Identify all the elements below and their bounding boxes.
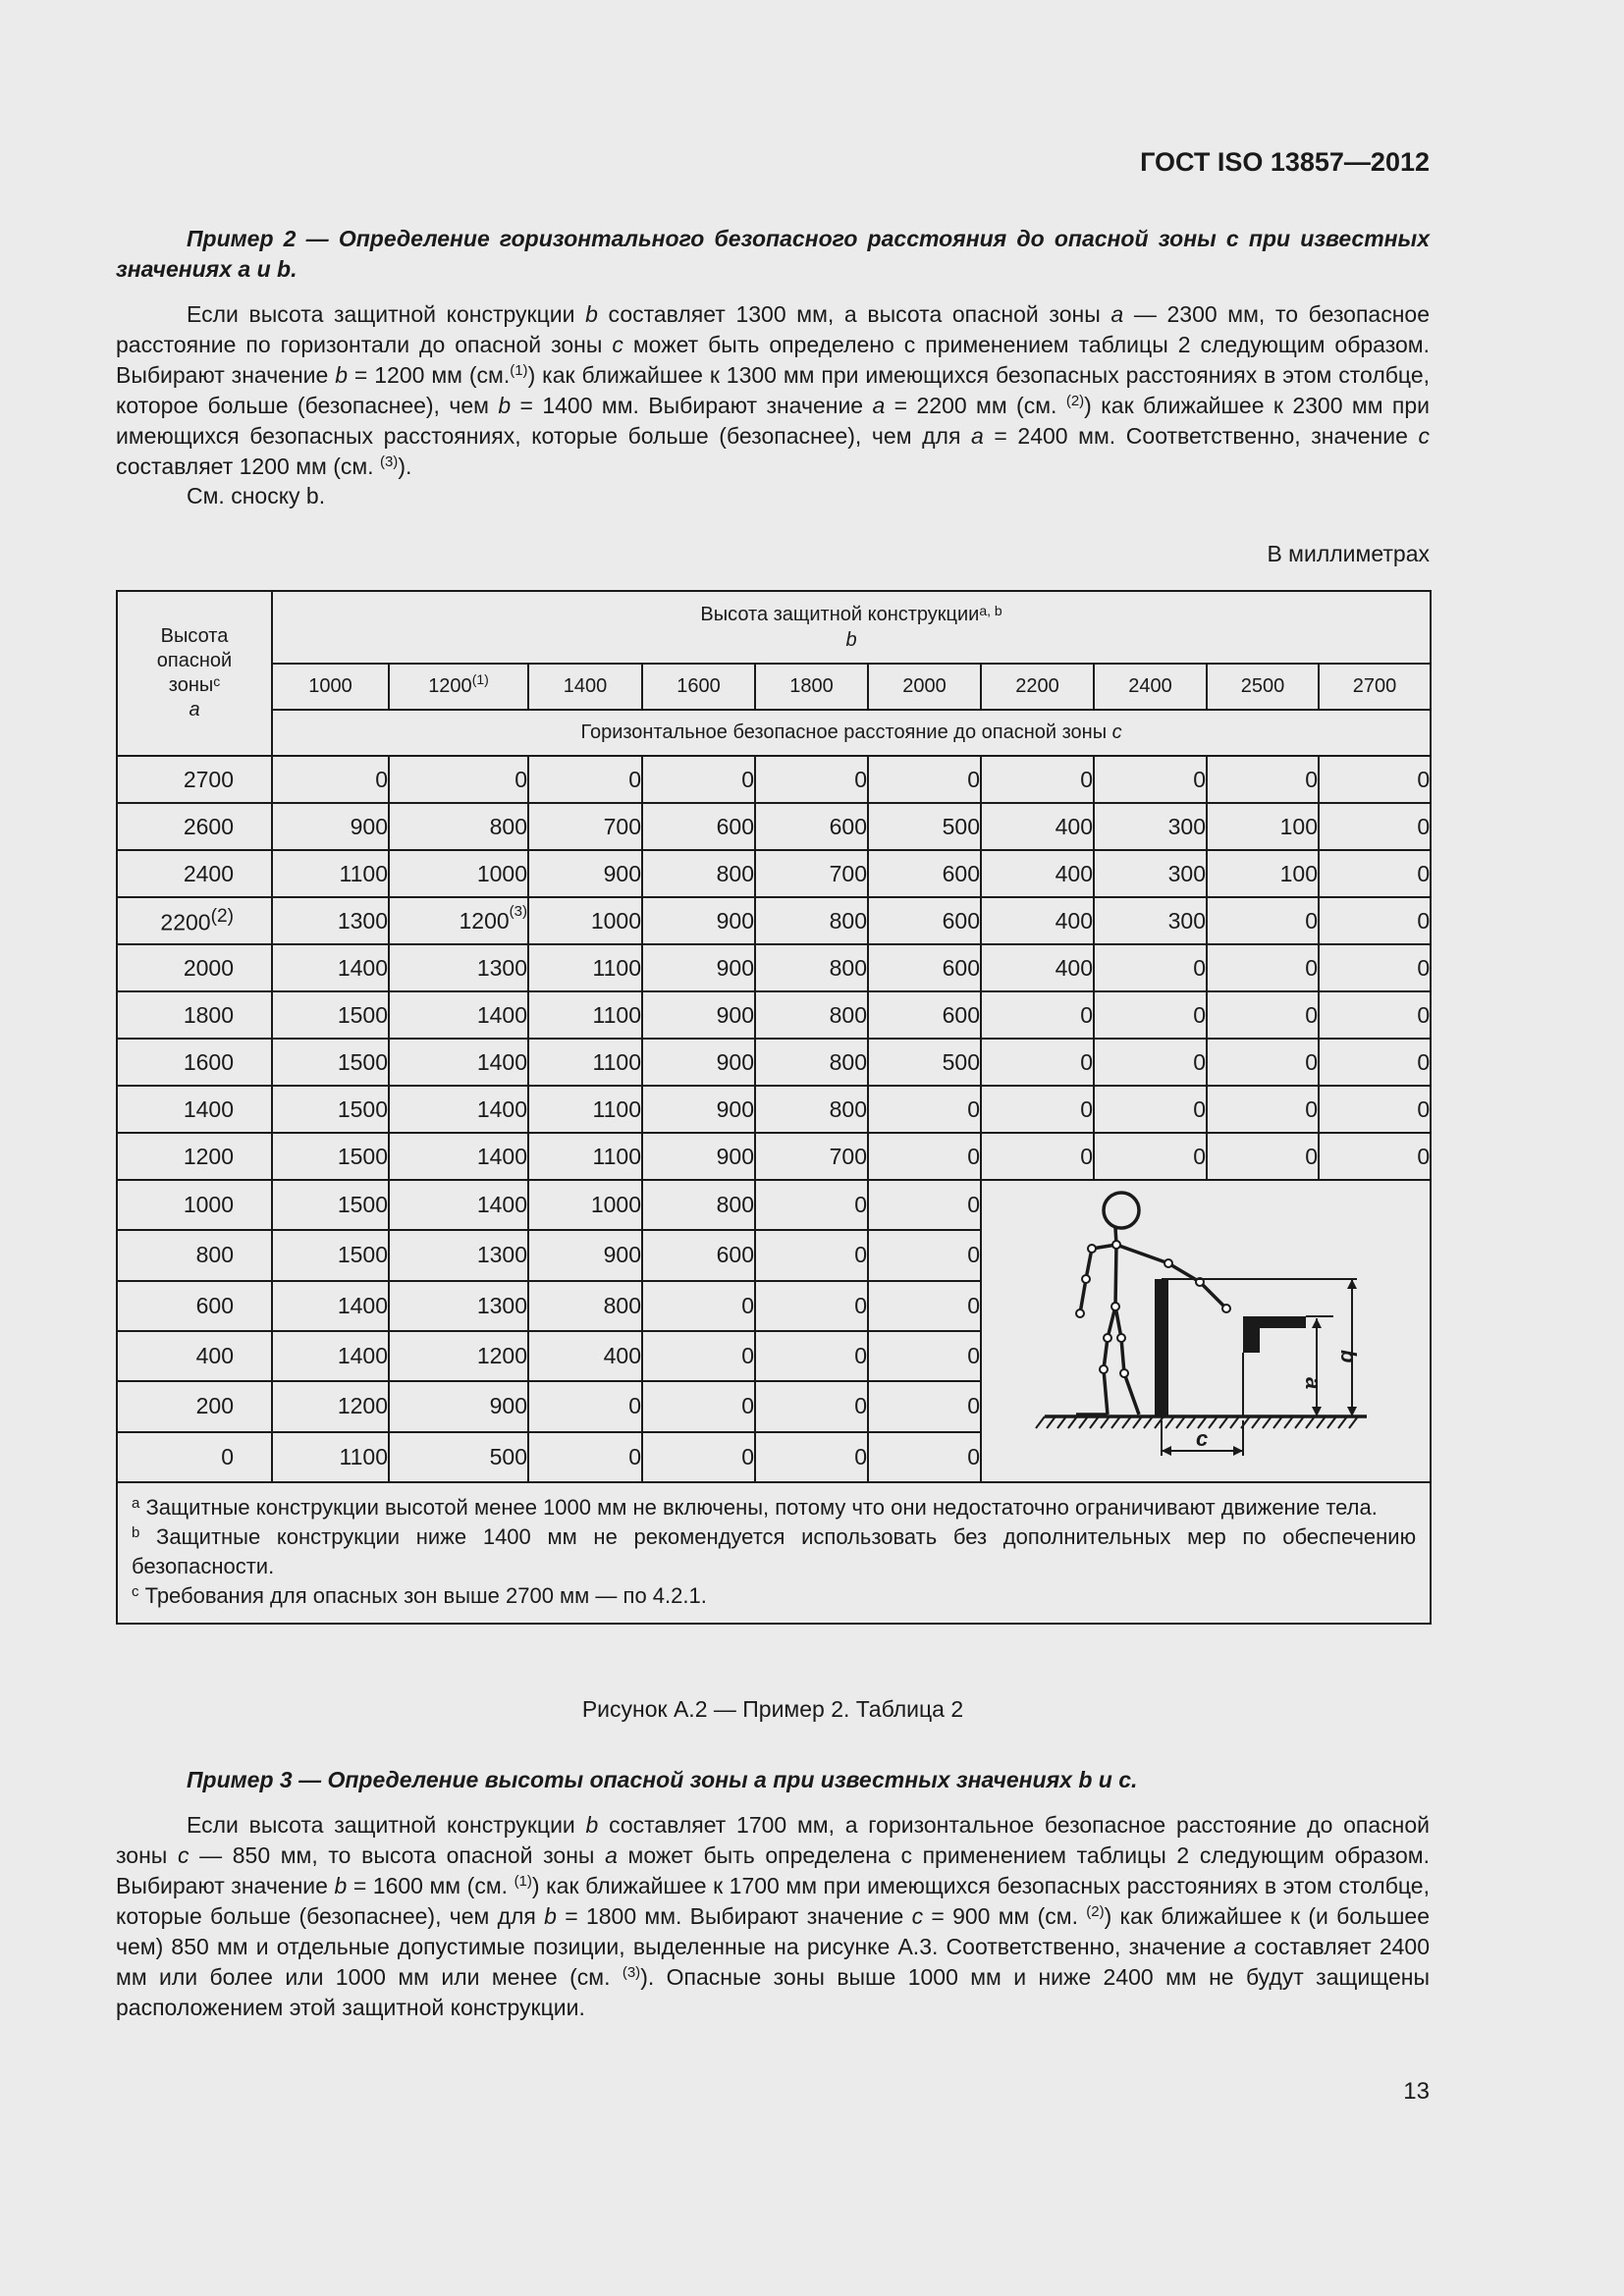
distance-cell: 900 [389,1381,528,1431]
distance-cell: 900 [642,1039,755,1086]
example-2-paragraph: Если высота защитной конструкции b составляет 1300 мм, а высота опасной зоны a — 2300 мм, то безопасное расстояние по горизонтали до опасной зоны c может быть определено с применением таблицы 2 следующим образом. Выбирают значение b = 1200 мм (см.$^{(1)}$) как ближайшее к 1300 мм при имеющихся безопасных расстояниях в этом столбце, которое больше (безопаснее), чем b = 1400 мм. Выбирают значение a = 2200 мм (см. $^{(2)}$) как ближайшее к 2300 мм при имеющихся безопасных расстояниях, которые больше (безопаснее), чем для a = 2400 мм. Соответственно, значение c составляет 1200 мм (см. $^{(3)}$). [116,301,1431,479]
distance-cell: 0 [1207,991,1319,1039]
distance-cell: 0 [528,1432,642,1482]
distance-cell: 0 [1319,991,1431,1039]
distance-cell: 0 [1207,897,1319,944]
corner-header-cell: Высота опасной зоны$^c$ a [117,591,272,756]
distance-cell: 0 [1094,1086,1207,1133]
distance-cell: 0 [755,1432,868,1482]
distance-cell: 0 [1319,1086,1431,1133]
distance-cell: 400 [528,1331,642,1381]
distance-cell: 1300 [389,944,528,991]
distance-cell: 800 [755,944,868,991]
distance-cell: 900 [642,991,755,1039]
guard-figure [982,1181,1430,1475]
distance-cell: 0 [868,1180,981,1230]
distance-cell: 0 [1207,756,1319,803]
distance-cell: 800 [389,803,528,850]
distance-cell: 0 [1319,944,1431,991]
column-header-cell: 1600 [642,664,755,710]
distance-cell: 1300 [389,1281,528,1331]
distance-cell: 600 [642,803,755,850]
distance-cell: 400 [981,803,1094,850]
document-header: ГОСТ ISO 13857—2012 [1140,147,1430,177]
distance-cell: 0 [1207,944,1319,991]
column-header-cell: 1000 [272,664,389,710]
distance-cell: 400 [981,897,1094,944]
column-header-cell: 2400 [1094,664,1207,710]
distance-cell: 600 [868,897,981,944]
distance-cell: 300 [1094,897,1207,944]
distance-cell: 0 [1319,803,1431,850]
hazard-height-cell: 1000 [117,1180,272,1230]
column-header-cell: 2500 [1207,664,1319,710]
distance-cell: 1400 [389,1086,528,1133]
table-row [117,1086,1431,1133]
distance-cell: 1400 [389,1180,528,1230]
distance-cell: 1300 [389,1230,528,1280]
distance-cell: 1500 [272,991,389,1039]
distance-cell: 900 [642,1086,755,1133]
table-row [117,991,1431,1039]
distance-cell: 900 [642,1133,755,1180]
distance-cell: 800 [755,991,868,1039]
hazard-height-cell: 1800 [117,991,272,1039]
example-3-title: Пример 3 — Определение высоты опасной зоны a при известных значениях b и c. [187,1767,1138,1792]
distance-cell: 1100 [528,1133,642,1180]
distance-cell: 800 [755,897,868,944]
distance-cell: 0 [981,1039,1094,1086]
figure-caption: Рисунок А.2 — Пример 2. Таблица 2 [581,1696,964,1722]
column-header-cell: 1200$^{(1)}$ [389,664,528,710]
distance-cell: 0 [1319,1039,1431,1086]
hazard-height-cell: 800 [117,1230,272,1280]
distance-cell: 1100 [528,1086,642,1133]
distance-cell: 100 [1207,850,1319,897]
distance-cell: 700 [528,803,642,850]
table-row [117,944,1431,991]
see-note: См. сноску b. [187,483,326,508]
distance-cell: 0 [1319,897,1431,944]
distance-cell: 0 [389,756,528,803]
distance-cell: 1100 [528,991,642,1039]
distance-cell: 500 [868,803,981,850]
distance-cell: 400 [981,850,1094,897]
page-number: 13 [1403,2078,1430,2105]
distance-cell: 0 [868,1381,981,1431]
distance-cell: 1200 [389,1331,528,1381]
distance-cell: 1100 [528,1039,642,1086]
distance-cell: 0 [1094,1039,1207,1086]
distance-cell: 1500 [272,1230,389,1280]
distance-cell: 600 [868,991,981,1039]
footnote-c: $^c$ Требования для опасных зон выше 2700 мм — по 4.2.1. [132,1583,707,1608]
distance-cell: 0 [981,1086,1094,1133]
distance-cell: 900 [528,1230,642,1280]
distance-cell: 800 [755,1039,868,1086]
distance-cell: 100 [1207,803,1319,850]
distance-cell: 600 [755,803,868,850]
distance-cell: 0 [868,1281,981,1331]
distance-cell: 1000 [389,850,528,897]
table-row [117,850,1431,897]
label-c: c [1196,1426,1209,1451]
table-row [117,756,1431,803]
distance-cell: 900 [642,944,755,991]
example-2-title: Пример 2 — Определение горизонтального безопасного расстояния до опасной зоны c при известных значениях a и b. [116,226,1430,282]
distance-cell: 800 [755,1086,868,1133]
hazard-height-cell: 2700 [117,756,272,803]
distance-cell: 0 [868,1086,981,1133]
hazard-height-cell: 600 [117,1281,272,1331]
distance-cell: 500 [389,1432,528,1482]
distance-cell: 0 [642,1281,755,1331]
protective-height-header: Высота защитной конструкции$^{a, b}$ b [272,591,1431,664]
distance-cell: 0 [1319,850,1431,897]
distance-cell: 1200$^{(3)}$ [389,897,528,944]
distance-cell: 1100 [272,1432,389,1482]
table-row [117,1133,1431,1180]
distance-cell: 0 [642,1381,755,1431]
safety-distance-table [116,590,1432,1625]
distance-cell: 0 [642,1331,755,1381]
label-b: b [1336,1350,1362,1363]
distance-cell: 0 [981,991,1094,1039]
hazard-height-cell: 2200$^{(2)}$ [117,897,272,944]
distance-cell: 400 [981,944,1094,991]
distance-cell: 0 [1207,1086,1319,1133]
distance-cell: 0 [755,1230,868,1280]
distance-cell: 0 [755,1381,868,1431]
column-header-cell: 2000 [868,664,981,710]
distance-cell: 900 [528,850,642,897]
hazard-height-cell: 400 [117,1331,272,1381]
distance-cell: 500 [868,1039,981,1086]
distance-cell: 0 [755,756,868,803]
distance-cell: 0 [1319,1133,1431,1180]
distance-cell: 0 [981,1133,1094,1180]
distance-cell: 0 [1094,1133,1207,1180]
distance-cell: 0 [642,1432,755,1482]
distance-cell: 0 [868,1230,981,1280]
distance-cell: 0 [642,756,755,803]
distance-cell: 0 [981,756,1094,803]
distance-cell: 1100 [528,944,642,991]
distance-cell: 0 [755,1331,868,1381]
footnotes-cell [117,1482,1431,1624]
footnote-b: $^b$ Защитные конструкции ниже 1400 мм не рекомендуется использовать без дополнительных мер по обеспечению безопасности. [132,1524,1417,1578]
hazard-height-cell: 2600 [117,803,272,850]
distance-cell: 600 [868,850,981,897]
distance-cell: 1500 [272,1086,389,1133]
distance-cell: 1400 [389,1133,528,1180]
distance-cell: 1000 [528,1180,642,1230]
distance-cell: 1100 [272,850,389,897]
table-row [117,1180,1431,1230]
hazard-height-cell: 200 [117,1381,272,1431]
distance-cell: 700 [755,850,868,897]
hazard-height-cell: 2000 [117,944,272,991]
distance-cell: 0 [272,756,389,803]
distance-cell: 0 [1319,756,1431,803]
distance-cell: 800 [642,850,755,897]
distance-cell: 900 [272,803,389,850]
distance-cell: 1500 [272,1180,389,1230]
distance-cell: 1400 [272,944,389,991]
horizontal-distance-header: Горизонтальное безопасное расстояние до опасной зоны c [272,710,1431,756]
distance-cell: 1200 [272,1381,389,1431]
distance-cell: 0 [528,756,642,803]
distance-cell: 1400 [389,1039,528,1086]
distance-cell: 0 [1094,991,1207,1039]
distance-cell: 600 [868,944,981,991]
figure-cell [981,1180,1431,1482]
distance-cell: 1500 [272,1133,389,1180]
distance-cell: 800 [528,1281,642,1331]
distance-cell: 0 [1094,944,1207,991]
distance-cell: 800 [642,1180,755,1230]
distance-cell: 0 [755,1180,868,1230]
column-header-cell: 1400 [528,664,642,710]
distance-cell: 0 [755,1281,868,1331]
hazard-height-cell: 1200 [117,1133,272,1180]
distance-cell: 1000 [528,897,642,944]
hazard-height-cell: 1600 [117,1039,272,1086]
units-note: В миллиметрах [1267,541,1430,566]
footnotes-row [117,1482,1431,1624]
distance-cell: 0 [528,1381,642,1431]
column-header-cell: 2200 [981,664,1094,710]
distance-cell: 0 [868,756,981,803]
distance-cell: 0 [868,1432,981,1482]
hazard-height-cell: 0 [117,1432,272,1482]
column-header-cell: 2700 [1319,664,1431,710]
label-a: a [1301,1377,1326,1390]
distance-cell: 0 [1094,756,1207,803]
table-row [117,1039,1431,1086]
table-row [117,897,1431,944]
distance-cell: 300 [1094,803,1207,850]
distance-cell: 1400 [272,1331,389,1381]
footnote-a: $^a$ Защитные конструкции высотой менее 1000 мм не включены, потому что они недостаточно ограничивают движение тела. [132,1495,1378,1520]
distance-cell: 700 [755,1133,868,1180]
distance-cell: 1400 [389,991,528,1039]
distance-cell: 0 [1207,1133,1319,1180]
distance-cell: 1300 [272,897,389,944]
distance-cell: 0 [1207,1039,1319,1086]
distance-cell: 900 [642,897,755,944]
hazard-height-cell: 1400 [117,1086,272,1133]
distance-cell: 0 [868,1331,981,1381]
example-3-paragraph: Если высота защитной конструкции b составляет 1700 мм, а горизонтальное безопасное расстояние до опасной зоны c — 850 мм, то высота опасной зоны a может быть определена с применением таблицы 2 следующим образом. Выбирают значение b = 1600 мм (см. $^{(1)}$) как ближайшее к 1700 мм при имеющихся безопасных расстояниях в этом столбце, которые больше (безопаснее), чем для b = 1800 мм. Выбирают значение c = 900 мм (см. $^{(2)}$) как ближайшее к (и большее чем) 850 мм и отдельные допустимые позиции, выделенные на рисунке А.3. Соответственно, значение a составляет 2400 мм или более или 1000 мм или менее (см. $^{(3)}$). Опасные зоны выше 1000 мм и ниже 2400 мм не будут защищены расположением этой защитной конструкции. [116,1812,1431,2020]
distance-cell: 300 [1094,850,1207,897]
distance-cell: 1500 [272,1039,389,1086]
column-header-cell: 1800 [755,664,868,710]
table-row [117,803,1431,850]
distance-cell: 1400 [272,1281,389,1331]
distance-cell: 0 [868,1133,981,1180]
hazard-height-cell: 2400 [117,850,272,897]
distance-cell: 600 [642,1230,755,1280]
